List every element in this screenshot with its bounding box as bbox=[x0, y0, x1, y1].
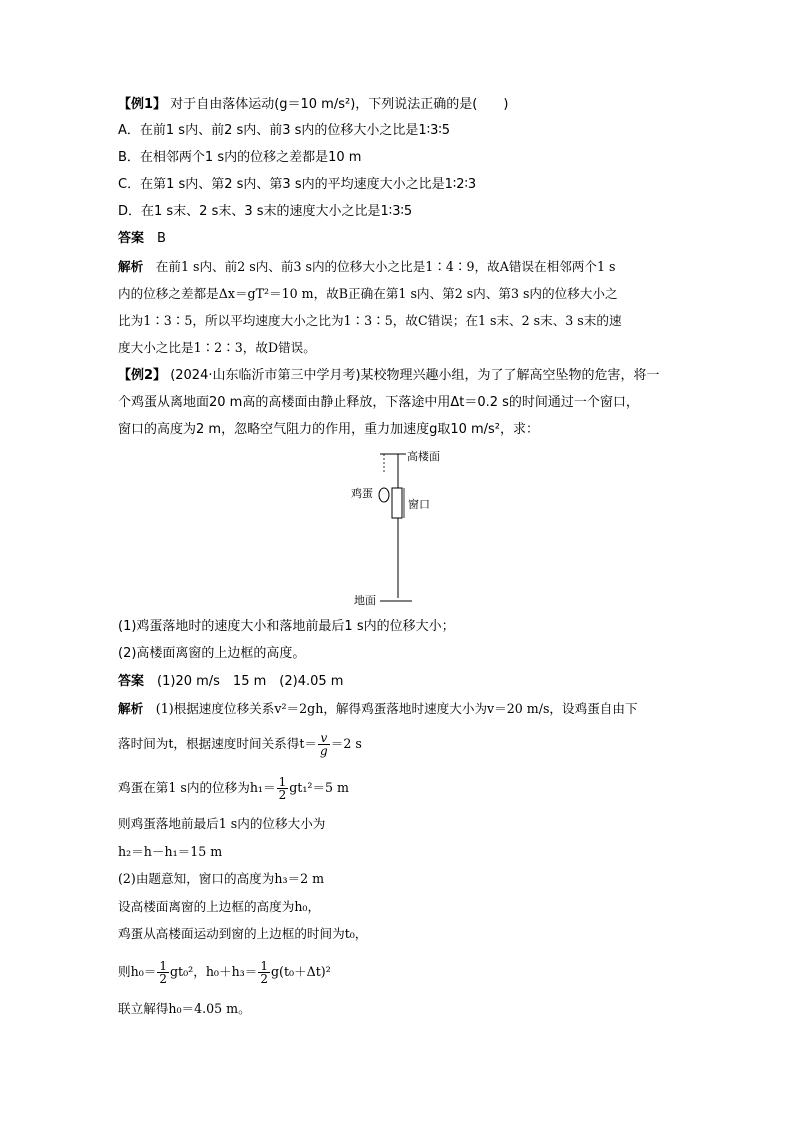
example2-analysis-text-1: (1)根据速度位移关系v²＝2gh，解得鸡蛋落地时速度大小为v＝20 m/s，设鸡蛋自由下 bbox=[155, 701, 638, 716]
fraction-numerator: 1 bbox=[159, 959, 167, 973]
example1-stem bbox=[118, 96, 508, 114]
egg-shape bbox=[379, 488, 389, 502]
example1-answer-value: B bbox=[157, 231, 166, 246]
sol-line2-text: 落时间为t，根据速度时间关系得t＝ bbox=[118, 736, 318, 751]
sol-line9-text-a: 则h₀＝ bbox=[118, 964, 157, 979]
fraction-denominator: g bbox=[320, 744, 328, 758]
fraction-denominator: 2 bbox=[260, 972, 268, 986]
example2-stem-line-3: 窗口的高度为2 m，忽略空气阻力的作用，重力加速度g取10 m/s²，求： bbox=[118, 422, 540, 437]
label-egg: 鸡蛋 bbox=[351, 487, 373, 500]
example1-question: 对于自由落体运动(g＝10 m/s²)，下列说法正确的是( ) bbox=[170, 97, 509, 112]
example2-analysis-line-7: 设高楼面离窗的上边框的高度为h₀， bbox=[118, 899, 321, 914]
fraction-numerator: 1 bbox=[260, 959, 268, 973]
example1-analysis-line-1 bbox=[118, 258, 615, 276]
example2-tag: 【例2】 bbox=[118, 368, 167, 383]
example2-analysis-line-3 bbox=[118, 776, 349, 801]
example1-option-c: C．在第1 s内、第2 s内、第3 s内的平均速度大小之比是1∶2∶3 bbox=[118, 177, 477, 192]
example2-question-1: (1)鸡蛋落地时的速度大小和落地前最后1 s内的位移大小； bbox=[118, 619, 455, 634]
label-window: 窗口 bbox=[408, 498, 430, 511]
label-ground: 地面 bbox=[354, 594, 376, 607]
window-shape bbox=[392, 488, 402, 518]
fraction-one-half bbox=[157, 960, 169, 985]
example2-analysis-line-4: 则鸡蛋落地前最后1 s内的位移大小为 bbox=[118, 816, 326, 831]
example1-answer-label: 答案 bbox=[118, 231, 145, 246]
sol-line2-result: ＝2 s bbox=[330, 736, 362, 751]
example1-option-d: D．在1 s末、2 s末、3 s末的速度大小之比是1∶3∶5 bbox=[118, 204, 413, 219]
example1-analysis-line-2: 内的位移之差都是Δx＝gT²＝10 m，故B正确在第1 s内、第2 s内、第3 s内的位移大小之 bbox=[118, 286, 618, 301]
example2-analysis-line-8: 鸡蛋从高楼面运动到窗的上边框的时间为t₀， bbox=[118, 926, 368, 941]
example2-analysis-line-1 bbox=[118, 700, 638, 718]
sol-line9-text-c: g(t₀＋Δt)² bbox=[270, 964, 331, 979]
sol-line9-text-b: gt₀²，h₀＋h₃＝ bbox=[170, 964, 258, 979]
example2-answer-label: 答案 bbox=[118, 674, 145, 689]
example2-question-2: (2)高楼面离窗的上边框的高度。 bbox=[118, 646, 306, 661]
example2-stem-text-1: (2024·山东临沂市第三中学月考)某校物理兴趣小组，为了了解高空坠物的危害，将一 bbox=[170, 368, 660, 383]
example2-stem-line-1 bbox=[118, 367, 660, 385]
example2-analysis-line-5: h₂＝h－h₁＝15 m bbox=[118, 844, 223, 859]
sol-line3-text: 鸡蛋在第1 s内的位移为h₁＝ bbox=[118, 780, 276, 795]
fraction-denominator: 2 bbox=[159, 972, 167, 986]
fraction-one-half bbox=[277, 776, 289, 801]
example2-analysis-line-6: (2)由题意知，窗口的高度为h₃＝2 m bbox=[118, 871, 325, 886]
label-building-top: 高楼面 bbox=[407, 450, 440, 463]
fraction-numerator: v bbox=[318, 732, 330, 745]
sol-line3-result: gt₁²＝5 m bbox=[289, 780, 349, 795]
example1-tag: 【例1】 bbox=[118, 97, 167, 112]
example1-option-b: B．在相邻两个1 s内的位移之差都是10 m bbox=[118, 150, 362, 165]
example1-analysis-text-1: 在前1 s内、前2 s内、前3 s内的位移大小之比是1∶4∶9，故A错误在相邻两个1 s bbox=[155, 259, 616, 274]
example2-analysis-line-2 bbox=[118, 732, 362, 757]
example1-analysis-line-4: 度大小之比是1∶2∶3，故D错误。 bbox=[118, 340, 316, 355]
fraction-denominator: 2 bbox=[278, 788, 287, 802]
fraction-numerator: 1 bbox=[278, 775, 287, 789]
example2-analysis-label: 解析 bbox=[118, 701, 144, 716]
fraction-one-half bbox=[258, 960, 270, 985]
example1-analysis-line-3: 比为1∶3∶5，所以平均速度大小之比为1∶3∶5，故C错误；在1 s末、2 s末、3 s末的速 bbox=[118, 313, 622, 328]
example2-answer-value: (1)20 m/s 15 m (2)4.05 m bbox=[157, 674, 344, 689]
example2-analysis-line-10: 联立解得h₀＝4.05 m。 bbox=[118, 1001, 251, 1016]
fraction-v-over-g bbox=[318, 732, 330, 757]
example2-stem-line-2: 个鸡蛋从离地面20 m高的高楼面由静止释放，下落途中用Δt＝0.2 s的时间通过一个窗口， bbox=[118, 395, 639, 410]
example2-answer bbox=[118, 673, 343, 691]
example1-answer bbox=[118, 230, 166, 248]
example1-analysis-label: 解析 bbox=[118, 259, 144, 274]
example2-analysis-line-9 bbox=[118, 960, 331, 985]
example1-option-a: A．在前1 s内、前2 s内、前3 s内的位移大小之比是1∶3∶5 bbox=[118, 123, 451, 138]
falling-egg-diagram bbox=[340, 450, 480, 610]
